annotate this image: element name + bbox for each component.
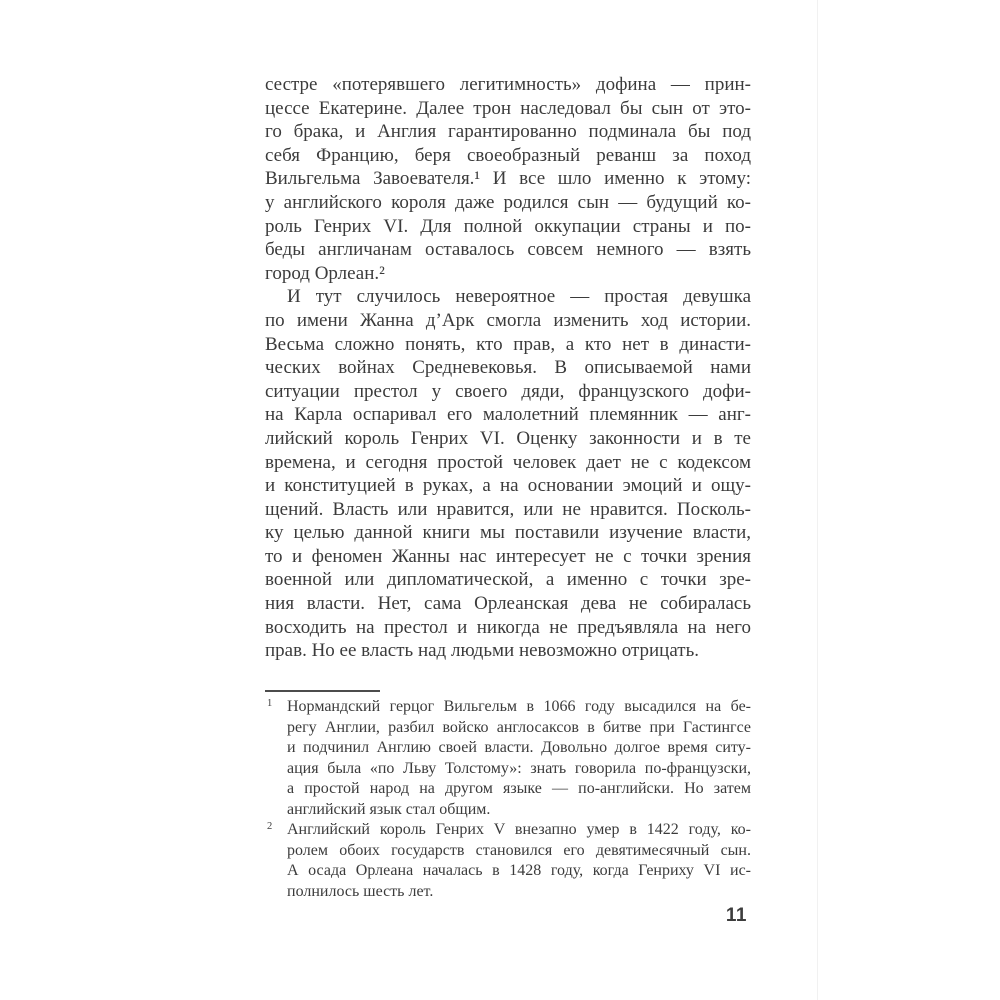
text-line: лийский король Генрих VI. Оценку законности и в те xyxy=(265,427,751,449)
text-line: ситуации престол у своего дяди, французского дофи- xyxy=(265,380,751,402)
text-line: времена, и сегодня простой человек дает не с кодексом xyxy=(265,451,751,473)
text-line: цессе Екатерине. Далее трон наследовал бы сын от это- xyxy=(265,97,751,119)
text-line: восходить на престол и никогда не предъявляла на него xyxy=(265,616,751,638)
text-line: ния власти. Нет, сама Орлеанская дева не собиралась xyxy=(265,593,751,615)
text-line: го брака, и Англия гарантированно подминала бы под xyxy=(265,121,751,143)
text-line: по имени Жанна д’Арк смогла изменить ход истории. xyxy=(265,309,751,331)
main-text-column xyxy=(265,73,751,663)
text-line: город Орлеан.² xyxy=(265,262,385,284)
text-line: щений. Власть или нравится, или не нравится. Посколь- xyxy=(265,498,751,520)
text-line: и конституцией в руках, а на основании эмоций и ощу- xyxy=(265,475,751,497)
text-line: а простой народ на другом языке — по-английски. Но затем xyxy=(287,780,751,797)
text-line: и подчинил Англию своей власти. Довольно долгое время ситу- xyxy=(287,739,751,756)
text-line: ку целью данной книги мы поставили изучение власти, xyxy=(265,522,751,544)
text-line: сестре «потерявшего легитимность» дофина — прин- xyxy=(265,74,751,95)
text-line: Вильгельма Завоевателя.¹ И все шло именно к этому: xyxy=(265,168,751,190)
text-line: Английский король Генрих V внезапно умер в 1422 году, ко- xyxy=(287,821,751,838)
text-line: полнилось шесть лет. xyxy=(287,882,434,900)
text-line: то и феномен Жанны нас интересует не с точки зрения xyxy=(265,545,751,567)
text-line: беды англичанам оставалось совсем немного — взять xyxy=(265,239,751,261)
footnote-marker-1: 1 xyxy=(267,698,273,709)
footnote-1-text xyxy=(287,697,751,820)
text-line: роль Генрих VI. Для полной оккупации страны и по- xyxy=(265,215,751,237)
text-line: Весьма сложно понять, кто прав, а кто нет в династи- xyxy=(265,333,751,355)
text-line: Нормандский герцог Вильгельм в 1066 году высадился на бе- xyxy=(287,698,751,715)
text-line: ческих войнах Средневековья. В описываемой нами xyxy=(265,357,751,379)
text-line: регу Англии, разбил войско англосаксов в битве при Гастингсе xyxy=(287,718,751,736)
footnotes-section xyxy=(265,697,751,902)
footnote-2 xyxy=(265,820,751,902)
text-line: на Карла оспаривал его малолетний племянник — анг- xyxy=(265,404,751,426)
text-line: английский язык стал общим. xyxy=(287,800,491,818)
text-line: прав. Но ее власть над людьми невозможно отрицать. xyxy=(265,640,700,662)
paragraph-2 xyxy=(265,285,751,663)
text-line: И тут случилось невероятное — простая девушка xyxy=(287,286,751,308)
text-line: ация была «по Льву Толстому»: знать говорила по-французски, xyxy=(287,759,751,777)
footnote-marker-2: 2 xyxy=(267,821,273,832)
footnote-2-text xyxy=(287,820,751,902)
footnote-separator xyxy=(265,690,380,692)
page-number: 11 xyxy=(725,905,747,926)
paragraph-1 xyxy=(265,73,751,285)
text-line: А осада Орлеана началась в 1428 году, когда Генриху VI ис- xyxy=(287,862,751,879)
text-line: себя Францию, беря своеобразный реванш за поход xyxy=(265,144,751,166)
text-line: у английского короля даже родился сын — будущий ко- xyxy=(265,191,751,213)
text-line: ролем обоих государств становился его девятимесячный сын. xyxy=(287,841,751,859)
text-line: военной или дипломатической, а именно с точки зре- xyxy=(265,569,751,591)
page-edge-shadow xyxy=(817,0,818,1000)
footnote-1 xyxy=(265,697,751,820)
